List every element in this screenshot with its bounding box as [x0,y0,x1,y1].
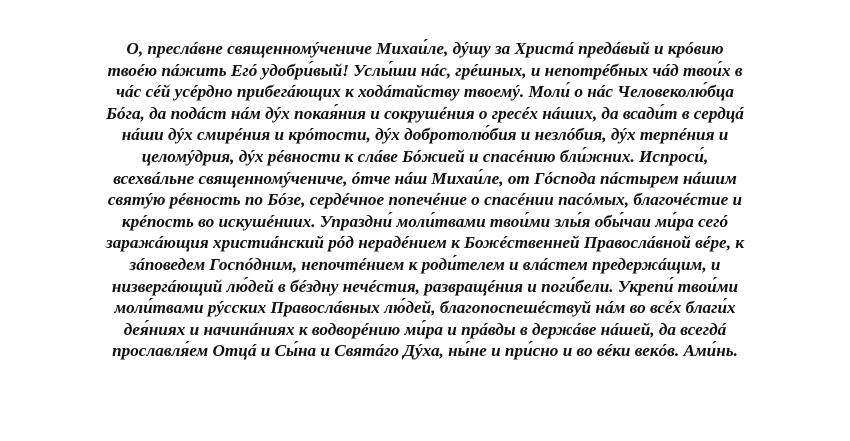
text-line: крéпость во искушéниих. Упраздни́ моли́твами твои́ми злы́я обы́чаи ми́ра сегó [121,211,729,231]
text-line: заражáющия христиáнский рóд нерадéнием к Божéственней Правослáвной вéре, к [105,233,744,253]
text-line: дея́ниях и начинáниях к водворéнию ми́ра и прáвды в держáве нáшей, да всегдá [123,319,727,339]
text-line: О, преслáвне священномýчениче Михаи́ле, дýшу за Христá предáвый и крóвию [126,39,724,58]
text-line: низвергáющий лю́дей в бéздну нечéстия, развращéния и поги́бели. Укрепи́ твои́ми [111,276,739,296]
text-line: чáс céй усéрдно прибегáющих к ходáтайству твоемý. Моли́ о нáс Человеколю́бца [116,82,734,102]
text-line: нáши дýх смирéния и крóтости, дýх добротолю́бия и незлóбия, дýх терпéния и [121,125,729,145]
text-line: всехвáльне священномýчениче, óтче нáш Михаи́ле, от Гóспода пáстырем нáшим [113,168,737,188]
text-line: твоéю пáжить Егó удобри́вый! Услы́ши нáс, грéшных, и непотрéбных чáд твои́х в [107,60,743,80]
text-line: моли́твами рýсских Правослáвных лю́дей, благопоспешéствуй нáм во всéх благи́х [114,298,736,318]
prayer-text [40,38,810,362]
text-line: прославля́ем Отцá и Сы́на и Святáго Дýха, ны́не и при́сно и во вéки векóв. Ами́нь. [112,341,738,361]
text-line: целомýдрия, дýх рéвности к слáве Бóжией и спасéнию бли́жних. Испроси́, [141,146,709,166]
text-line: Бóга, да подáст нáм дýх покая́ния и сокрушéния о гресéх нáших, да всади́т в сердцá [106,103,744,123]
text-line: святýю рéвность по Бóзе, сердéчное попечéние о спасéнии пасóмых, благочéстие и [107,190,743,210]
text-line: зáповедем Госпóдним, непочтéнием к роди́телем и влáстем предержáщим, и [129,254,721,274]
